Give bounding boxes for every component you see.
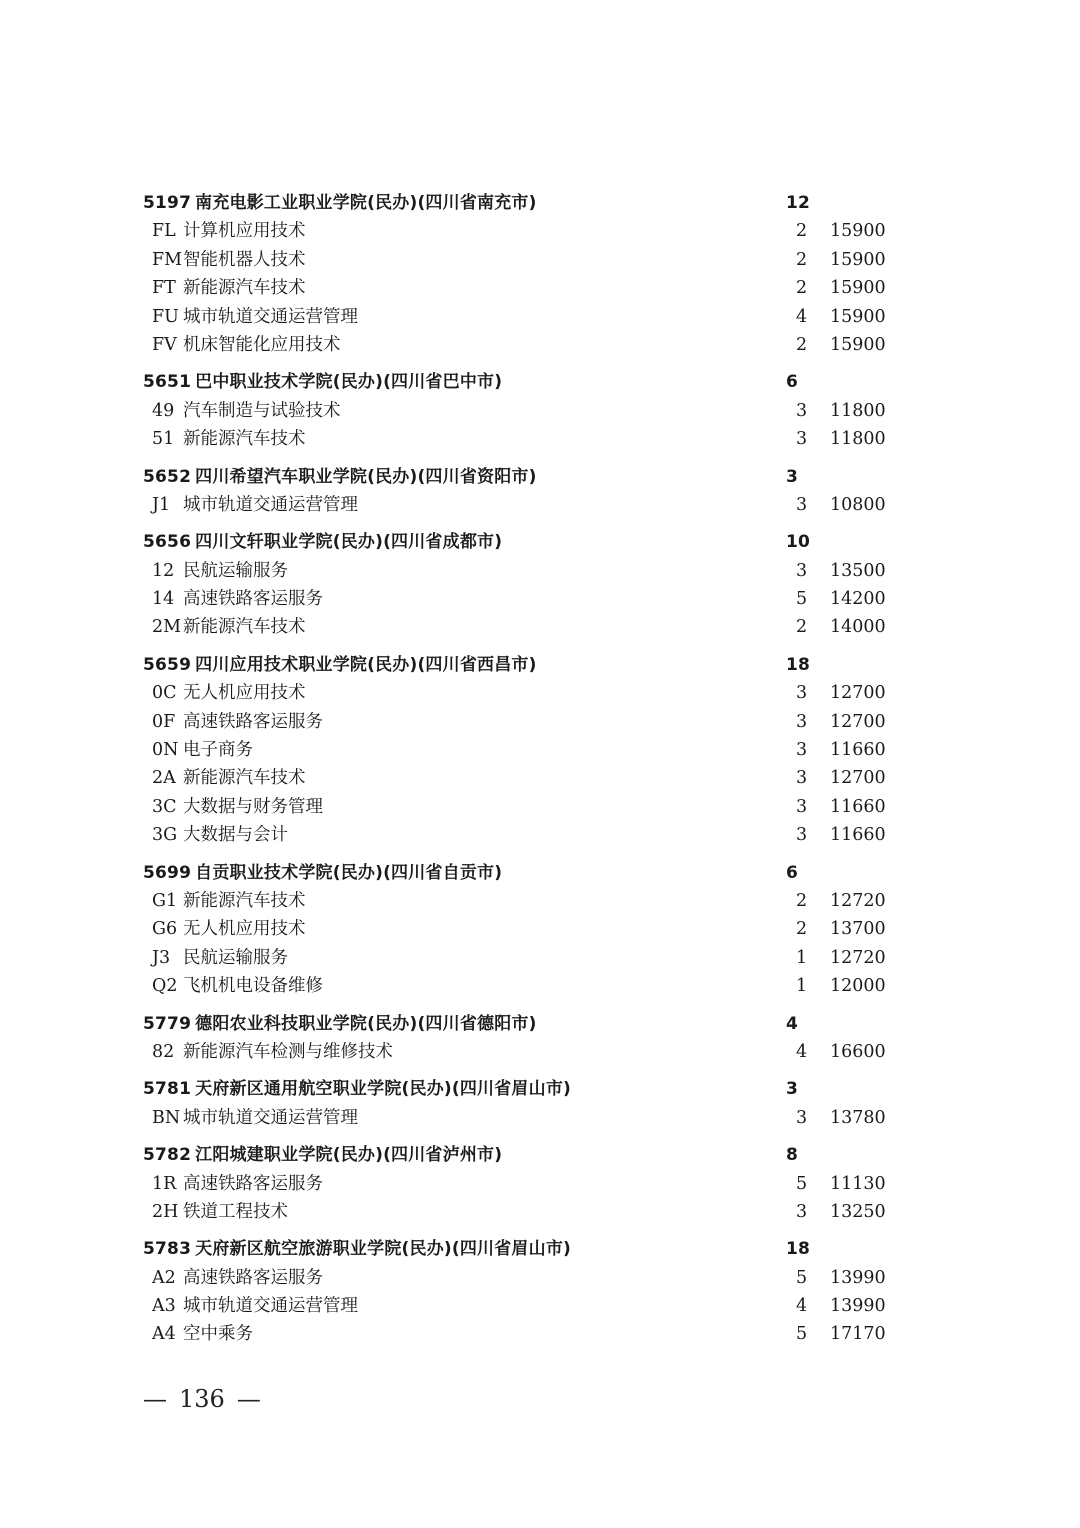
- major-plan-count: 2: [796, 249, 808, 270]
- school-header-row: [143, 368, 903, 396]
- school-code: 5197: [143, 193, 192, 213]
- school-plan-count: 3: [786, 466, 799, 487]
- major-code: G6: [152, 919, 178, 940]
- major-code: FU: [152, 306, 179, 327]
- major-plan-count: 2: [796, 890, 808, 911]
- major-code: 3C: [152, 796, 177, 817]
- major-row: [143, 793, 903, 821]
- major-name: 飞机机电设备维修: [183, 976, 323, 997]
- school-header-row: [143, 859, 903, 887]
- major-name: 城市轨道交通运营管理: [183, 1296, 358, 1317]
- major-tuition-fee: 12720: [830, 947, 886, 968]
- major-tuition-fee: 13250: [830, 1201, 886, 1222]
- major-plan-count: 3: [796, 429, 808, 450]
- school-plan-count: 3: [786, 1079, 799, 1100]
- major-row: [143, 1104, 903, 1132]
- school-block: [143, 1235, 903, 1349]
- school-block: [143, 859, 903, 1001]
- major-tuition-fee: 11130: [830, 1173, 886, 1194]
- page-footer: [143, 1382, 261, 1416]
- school-name: 江阳城建职业学院(民办)(四川省泸州市): [195, 1145, 503, 1166]
- major-row: [143, 915, 903, 943]
- major-row: [143, 217, 903, 245]
- major-row: [143, 331, 903, 359]
- major-code: 2A: [152, 768, 176, 789]
- school-header-row: [143, 1235, 903, 1263]
- major-name: 城市轨道交通运营管理: [183, 1107, 358, 1128]
- school-header-row: [143, 189, 903, 217]
- school-plan-count: 18: [786, 654, 811, 675]
- major-row: [143, 1320, 903, 1348]
- school-header-row: [143, 1141, 903, 1169]
- major-plan-count: 4: [796, 1041, 808, 1062]
- footer-dash-right: —: [236, 1385, 261, 1413]
- major-code: 12: [152, 560, 175, 581]
- major-code: FV: [152, 334, 177, 355]
- major-name: 新能源汽车技术: [183, 617, 306, 638]
- major-code: FL: [152, 221, 176, 242]
- school-name: 天府新区通用航空职业学院(民办)(四川省眉山市): [195, 1079, 572, 1100]
- major-tuition-fee: 11800: [830, 429, 886, 450]
- major-name: 大数据与财务管理: [183, 796, 323, 817]
- school-code: 5659: [143, 654, 192, 675]
- major-code: 49: [152, 400, 175, 421]
- major-name: 民航运输服务: [183, 560, 288, 581]
- major-row: [143, 303, 903, 331]
- major-row: [143, 425, 903, 453]
- major-plan-count: 2: [796, 617, 808, 638]
- major-name: 空中乘务: [183, 1324, 253, 1345]
- major-name: 新能源汽车技术: [183, 278, 306, 299]
- school-code: 5779: [143, 1013, 192, 1034]
- major-name: 无人机应用技术: [183, 683, 306, 704]
- major-plan-count: 3: [796, 1107, 808, 1128]
- major-tuition-fee: 15900: [830, 249, 886, 270]
- enrollment-plan-list: [143, 189, 903, 1349]
- major-row: [143, 274, 903, 302]
- major-tuition-fee: 12700: [830, 683, 886, 704]
- school-block: [143, 528, 903, 642]
- major-plan-count: 5: [796, 589, 808, 610]
- major-code: FT: [152, 278, 176, 299]
- major-tuition-fee: 12000: [830, 976, 886, 997]
- major-row: [143, 491, 903, 519]
- major-name: 新能源汽车技术: [183, 429, 306, 450]
- major-tuition-fee: 15900: [830, 221, 886, 242]
- major-tuition-fee: 13700: [830, 919, 886, 940]
- major-plan-count: 3: [796, 1201, 808, 1222]
- major-name: 铁道工程技术: [183, 1201, 288, 1222]
- major-code: 2H: [152, 1201, 179, 1222]
- school-name: 南充电影工业职业学院(民办)(四川省南充市): [195, 193, 537, 213]
- major-tuition-fee: 11660: [830, 825, 886, 846]
- major-tuition-fee: 16600: [830, 1041, 886, 1062]
- school-code: 5656: [143, 532, 192, 553]
- major-row: [143, 1292, 903, 1320]
- footer-dash-left: —: [143, 1385, 167, 1413]
- major-tuition-fee: 12700: [830, 711, 886, 732]
- school-plan-count: 6: [786, 862, 799, 883]
- major-plan-count: 3: [796, 768, 808, 789]
- school-header-row: [143, 651, 903, 679]
- major-plan-count: 2: [796, 221, 808, 242]
- major-name: 民航运输服务: [183, 947, 288, 968]
- major-tuition-fee: 11660: [830, 796, 886, 817]
- major-name: 大数据与会计: [183, 825, 288, 846]
- major-code: 1R: [152, 1173, 177, 1194]
- major-code: 0C: [152, 683, 177, 704]
- major-code: 0F: [152, 711, 176, 732]
- major-plan-count: 2: [796, 334, 808, 355]
- major-tuition-fee: 13990: [830, 1267, 886, 1288]
- major-code: 2M: [152, 617, 182, 638]
- major-name: 高速铁路客运服务: [183, 711, 323, 732]
- major-tuition-fee: 11800: [830, 400, 886, 421]
- major-plan-count: 1: [796, 976, 808, 997]
- school-plan-count: 8: [786, 1145, 799, 1166]
- major-tuition-fee: 13990: [830, 1296, 886, 1317]
- school-plan-count: 18: [786, 1239, 811, 1260]
- major-code: 3G: [152, 825, 178, 846]
- major-row: [143, 708, 903, 736]
- school-plan-count: 6: [786, 372, 799, 393]
- school-header-row: [143, 1010, 903, 1038]
- major-tuition-fee: 17170: [830, 1324, 886, 1345]
- school-code: 5783: [143, 1239, 192, 1260]
- major-plan-count: 3: [796, 400, 808, 421]
- major-row: [143, 613, 903, 641]
- major-name: 城市轨道交通运营管理: [183, 306, 358, 327]
- major-tuition-fee: 11660: [830, 740, 886, 761]
- major-code: 0N: [152, 740, 179, 761]
- major-code: 82: [152, 1041, 175, 1062]
- major-plan-count: 5: [796, 1267, 808, 1288]
- school-code: 5651: [143, 372, 192, 393]
- major-code: J1: [152, 494, 171, 515]
- major-row: [143, 821, 903, 849]
- major-plan-count: 3: [796, 560, 808, 581]
- school-block: [143, 1010, 903, 1067]
- school-name: 四川文轩职业学院(民办)(四川省成都市): [195, 532, 503, 553]
- school-name: 天府新区航空旅游职业学院(民办)(四川省眉山市): [195, 1239, 572, 1260]
- major-tuition-fee: 14200: [830, 589, 886, 610]
- major-plan-count: 2: [796, 919, 808, 940]
- major-plan-count: 3: [796, 683, 808, 704]
- major-name: 新能源汽车技术: [183, 890, 306, 911]
- major-name: 高速铁路客运服务: [183, 589, 323, 610]
- major-row: [143, 397, 903, 425]
- major-tuition-fee: 12700: [830, 768, 886, 789]
- major-tuition-fee: 15900: [830, 278, 886, 299]
- major-code: BN: [152, 1107, 181, 1128]
- major-name: 高速铁路客运服务: [183, 1267, 323, 1288]
- major-plan-count: 4: [796, 306, 808, 327]
- major-name: 城市轨道交通运营管理: [183, 494, 358, 515]
- major-plan-count: 5: [796, 1173, 808, 1194]
- major-code: Q2: [152, 976, 178, 997]
- school-plan-count: 10: [786, 532, 811, 553]
- major-tuition-fee: 15900: [830, 334, 886, 355]
- school-code: 5782: [143, 1145, 192, 1166]
- major-tuition-fee: 13500: [830, 560, 886, 581]
- major-plan-count: 3: [796, 825, 808, 846]
- major-plan-count: 3: [796, 494, 808, 515]
- major-name: 无人机应用技术: [183, 919, 306, 940]
- school-code: 5652: [143, 466, 192, 487]
- major-plan-count: 5: [796, 1324, 808, 1345]
- school-name: 四川应用技术职业学院(民办)(四川省西昌市): [195, 654, 537, 675]
- major-code: G1: [152, 890, 178, 911]
- major-code: A2: [152, 1267, 176, 1288]
- major-row: [143, 246, 903, 274]
- major-name: 电子商务: [183, 740, 253, 761]
- major-row: [143, 1170, 903, 1198]
- major-name: 机床智能化应用技术: [183, 334, 341, 355]
- major-plan-count: 3: [796, 711, 808, 732]
- page-number: 136: [179, 1385, 225, 1413]
- school-block: [143, 651, 903, 850]
- school-block: [143, 463, 903, 520]
- major-tuition-fee: 12720: [830, 890, 886, 911]
- major-plan-count: 3: [796, 740, 808, 761]
- major-name: 智能机器人技术: [183, 249, 306, 270]
- school-name: 自贡职业技术学院(民办)(四川省自贡市): [195, 862, 503, 883]
- major-row: [143, 585, 903, 613]
- school-name: 德阳农业科技职业学院(民办)(四川省德阳市): [195, 1013, 537, 1034]
- school-block: [143, 368, 903, 453]
- school-block: [143, 1141, 903, 1226]
- school-code: 5699: [143, 862, 192, 883]
- school-block: [143, 189, 903, 359]
- major-code: J3: [152, 947, 171, 968]
- major-tuition-fee: 15900: [830, 306, 886, 327]
- major-plan-count: 3: [796, 796, 808, 817]
- major-row: [143, 944, 903, 972]
- major-row: [143, 679, 903, 707]
- major-plan-count: 4: [796, 1296, 808, 1317]
- major-code: A3: [152, 1296, 176, 1317]
- school-plan-count: 4: [786, 1013, 799, 1034]
- major-tuition-fee: 14000: [830, 617, 886, 638]
- major-code: 14: [152, 589, 175, 610]
- major-row: [143, 972, 903, 1000]
- major-plan-count: 2: [796, 278, 808, 299]
- school-header-row: [143, 528, 903, 556]
- school-plan-count: 12: [786, 193, 811, 213]
- major-code: 51: [152, 429, 175, 450]
- major-row: [143, 736, 903, 764]
- major-row: [143, 1038, 903, 1066]
- major-name: 新能源汽车检测与维修技术: [183, 1041, 393, 1062]
- major-row: [143, 1198, 903, 1226]
- school-name: 巴中职业技术学院(民办)(四川省巴中市): [195, 372, 503, 393]
- major-row: [143, 1264, 903, 1292]
- major-tuition-fee: 10800: [830, 494, 886, 515]
- school-header-row: [143, 1075, 903, 1103]
- school-header-row: [143, 463, 903, 491]
- major-name: 汽车制造与试验技术: [183, 400, 341, 421]
- major-tuition-fee: 13780: [830, 1107, 886, 1128]
- major-name: 新能源汽车技术: [183, 768, 306, 789]
- major-name: 计算机应用技术: [183, 221, 306, 242]
- major-name: 高速铁路客运服务: [183, 1173, 323, 1194]
- major-row: [143, 764, 903, 792]
- school-block: [143, 1075, 903, 1132]
- school-name: 四川希望汽车职业学院(民办)(四川省资阳市): [195, 466, 537, 487]
- major-plan-count: 1: [796, 947, 808, 968]
- major-row: [143, 887, 903, 915]
- school-code: 5781: [143, 1079, 192, 1100]
- major-code: FM: [152, 249, 183, 270]
- major-row: [143, 557, 903, 585]
- major-code: A4: [152, 1324, 176, 1345]
